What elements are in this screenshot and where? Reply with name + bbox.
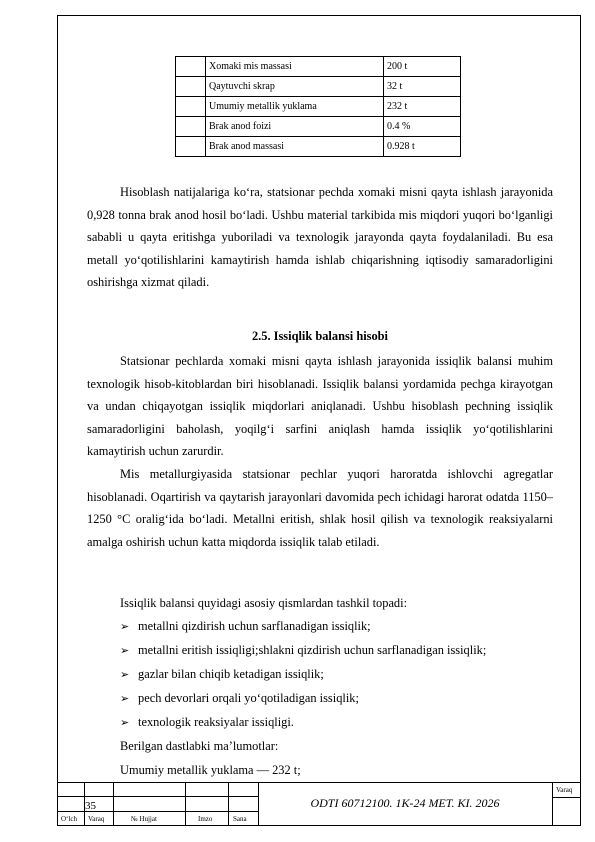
balance-intro: Issiqlik balansi quyidagi asosiy qismlardan tashkil topadi: [120, 596, 408, 610]
row-label: Qaytuvchi skrap [206, 77, 384, 97]
section-heading: 2.5. Issiqlik balansi hisobi [251, 329, 389, 343]
row-value: 0.4 % [384, 117, 461, 137]
document-code: ODTI 60712100. 1K-24 MET. KI. 2026 [310, 796, 500, 810]
bullet-item: ➢ metallni eritish issiqligi;shlakni qizdirish uchun sarflanadigan issiqlik; [120, 639, 486, 662]
arrow-bullet-icon: ➢ [120, 668, 130, 681]
table-row [176, 137, 461, 157]
col-olch: O‘lch [61, 815, 77, 823]
arrow-bullet-icon: ➢ [120, 644, 130, 657]
table-row [176, 97, 461, 117]
row-label: Brak anod foizi [206, 117, 384, 137]
empty-cell [176, 137, 206, 157]
table-row [176, 117, 461, 137]
col-sana: Sana [233, 815, 247, 823]
col-hujjat: № Hujjat [131, 815, 157, 823]
row-label: Umumiy metallik yuklama [206, 97, 384, 117]
paragraph-brak-anod: Hisoblash natijalariga ko‘ra, statsionar pechda xomaki misni qayta ishlash jarayonida 0,928 tonna brak anod hosil bo‘ladi. Ushbu material tarkibida mis miqdori yuqori bo‘lganligi sababli u qayta eritishga yuboriladi va texnologik jarayonda qayta foydalaniladi. Bu esa metall yo‘qotilishlarini kamaytirish hamda ishlab chiqarishning iqtisodiy samaradorligini oshirishga xizmat qiladi. [87, 185, 553, 290]
bullet-item: ➢ metallni qizdirish uchun sarflanadigan issiqlik; [120, 615, 371, 638]
table-row [176, 77, 461, 97]
table-row [176, 57, 461, 77]
empty-cell [176, 117, 206, 137]
row-label: Brak anod massasi [206, 137, 384, 157]
arrow-bullet-icon: ➢ [120, 716, 130, 729]
row-value: 232 t [384, 97, 461, 117]
varaq-label: Varaq [556, 786, 573, 794]
given-data-line: Umumiy metallik yuklama — 232 t; [120, 763, 301, 777]
paragraph-statsionar-pechlar: Mis metallurgiyasida statsionar pechlar yuqori haroratda ishlovchi agregatlar hisoblanadi. Oqartirish va qaytarish jarayonlari davomida pech ichidagi harorat odatda 1150–1250 °C oralig‘ida bo‘ladi. Metallni eritish, shlak hosil qilish va texnologik reaksiyalarni amalga oshirish uchun katta miqdorda issiqlik talab etiladi. [87, 467, 553, 549]
arrow-bullet-icon: ➢ [120, 620, 130, 633]
col-varaq: Varaq [88, 815, 105, 823]
row-value: 200 t [384, 57, 461, 77]
empty-cell [176, 77, 206, 97]
col-imzo: Imzo [198, 815, 213, 823]
row-value: 32 t [384, 77, 461, 97]
row-value: 0.928 t [384, 137, 461, 157]
paragraph-issiqlik-balansi: Statsionar pechlarda xomaki misni qayta ishlash jarayonida issiqlik balansi muhim texnologik hisob-kitoblardan biri hisoblanadi. Issiqlik balansi yordamida pechga kirayotgan va undan chiqayotgan issiqlik miqdorlari aniqlanadi. Ushbu hisoblash pechning issiqlik samaradorligini baholash, yoqilg‘i sarfini aniqlash hamda issiqlik yo‘qotilishlarini kamaytirish uchun zarurdir. [87, 354, 553, 459]
row-label: Xomaki mis massasi [206, 57, 384, 77]
bullet-item: ➢ gazlar bilan chiqib ketadigan issiqlik; [120, 663, 324, 686]
bullet-item: ➢ texnologik reaksiyalar issiqligi. [120, 711, 294, 734]
bullet-item: ➢ pech devorlari orqali yo‘qotiladigan issiqlik; [120, 687, 359, 710]
arrow-bullet-icon: ➢ [120, 692, 130, 705]
empty-cell [176, 97, 206, 117]
sheet-number: 35 [85, 800, 96, 812]
mass-table [175, 56, 461, 157]
empty-cell [176, 57, 206, 77]
given-data-label: Berilgan dastlabki ma’lumotlar: [120, 739, 279, 753]
